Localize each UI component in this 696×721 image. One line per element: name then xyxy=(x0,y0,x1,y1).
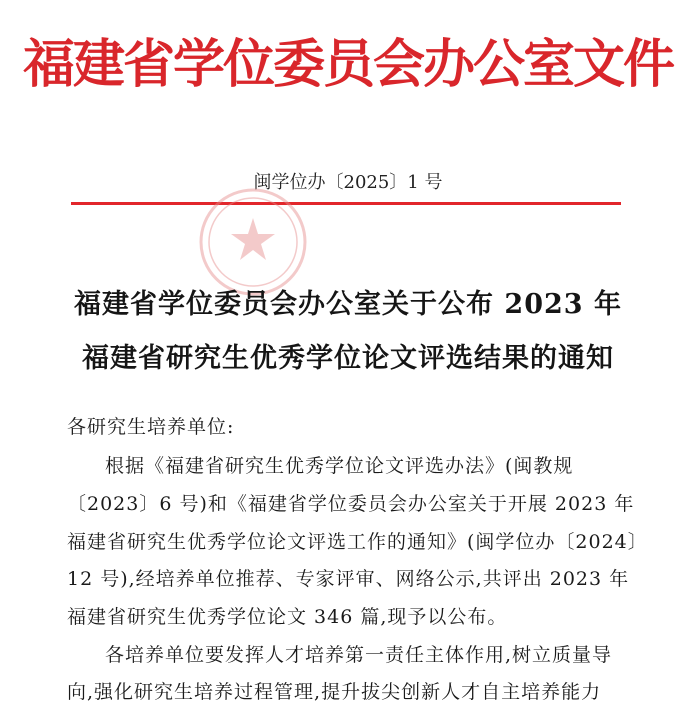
body-paragraph-1: 根据《福建省研究生优秀学位论文评选办法》(闽教规〔2023〕6 号)和《福建省学位委员会办公室关于开展 2023 年福建省研究生优秀学位论文评选工作的通知》(闽学位办〔2024〕12 号),经培养单位推荐、专家评审、网络公示,共评出 2023 年福建省研究生优秀学位论文 346 篇,现予以公布。 xyxy=(67,455,639,629)
notice-title-line-2: 福建省研究生优秀学位论文评选结果的通知 xyxy=(82,343,614,374)
document-header-title: 福建省学位委员会办公室文件 xyxy=(22,34,673,95)
red-divider-line xyxy=(71,202,621,205)
body-paragraph-2: 各培养单位要发挥人才培养第一责任主体作用,树立质量导向,强化研究生培养过程管理,提升拔尖创新人才自主培养能力 xyxy=(67,644,613,703)
notice-title-line-1: 福建省学位委员会办公室关于公布 2023 年 xyxy=(74,289,622,320)
document-number: 闽学位办〔2025〕1 号 xyxy=(253,172,443,193)
salutation: 各研究生培养单位: xyxy=(67,416,235,438)
